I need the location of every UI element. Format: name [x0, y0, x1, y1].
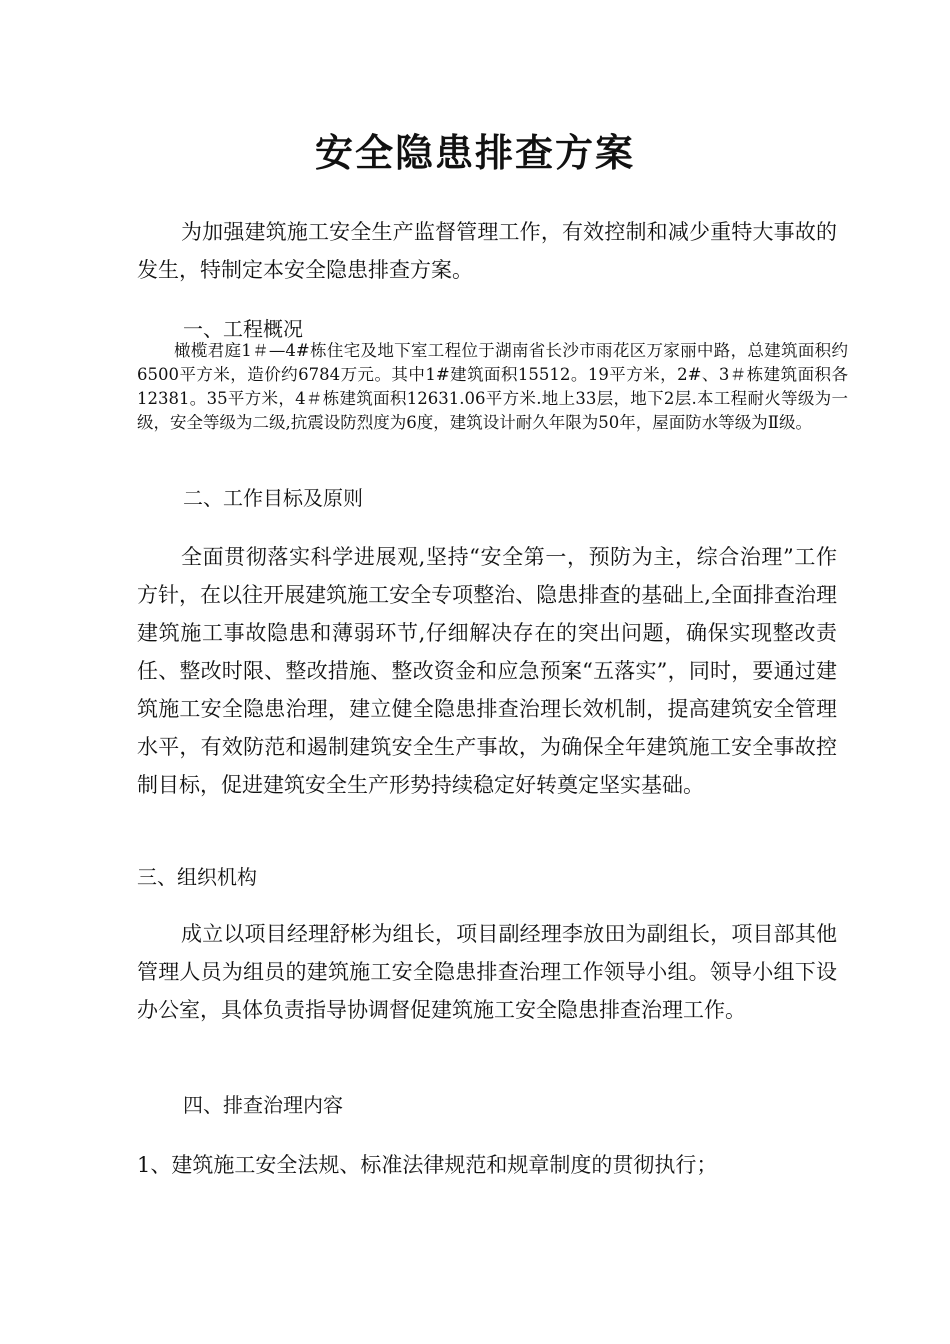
document-title: 安全隐患排查方案 — [314, 131, 635, 175]
content-item-1: 1、建筑施工安全法规、标准法律规范和规章制度的贯彻执行； — [137, 1153, 718, 1177]
section-heading-organization: 三、组织机构 — [137, 865, 257, 889]
section-body-overview: 橄榄君庭1＃—4#栋住宅及地下室工程位于湖南省长沙市雨花区万家丽中路，总建筑面积约6500平方米，造价约6784万元。其中1#建筑面积15512。19平方米，2#、3＃栋建筑面积各12381。35平方米，4＃栋建筑面积12631.06平方米.地上33层，地下2层.本工程耐火等级为一级，安全等级为二级,抗震设防烈度为6度，建筑设计耐久年限为50年，屋面防水等级为Ⅱ级。 — [137, 341, 848, 432]
section-body-organization: 成立以项目经理舒彬为组长，项目副经理李放田为副组长，项目部其他管理人员为组员的建筑施工安全隐患排查治理工作领导小组。领导小组下设办公室，具体负责指导协调督促建筑施工安全隐患排查治理工作。 — [137, 922, 837, 1022]
section-heading-overview: 一、工程概况 — [183, 317, 303, 341]
section-body-goals: 全面贯彻落实科学进展观,坚持“安全第一，预防为主，综合治理”工作方针，在以往开展建筑施工安全专项整治、隐患排查的基础上,全面排查治理建筑施工事故隐患和薄弱环节,仔细解决存在的突出问题，确保实现整改责任、整改时限、整改措施、整改资金和应急预案“五落实”，同时，要通过建筑施工安全隐患治理，建立健全隐患排查治理长效机制，提高建筑安全管理水平，有效防范和遏制建筑安全生产事故，为确保全年建筑施工安全事故控制目标，促进建筑安全生产形势持续稳定好转奠定坚实基础。 — [137, 545, 837, 797]
section-heading-goals: 二、工作目标及原则 — [183, 486, 363, 510]
section-heading-content: 四、排查治理内容 — [183, 1093, 343, 1117]
intro-paragraph: 为加强建筑施工安全生产监督管理工作，有效控制和减少重特大事故的发生，特制定本安全隐患排查方案。 — [137, 220, 837, 282]
